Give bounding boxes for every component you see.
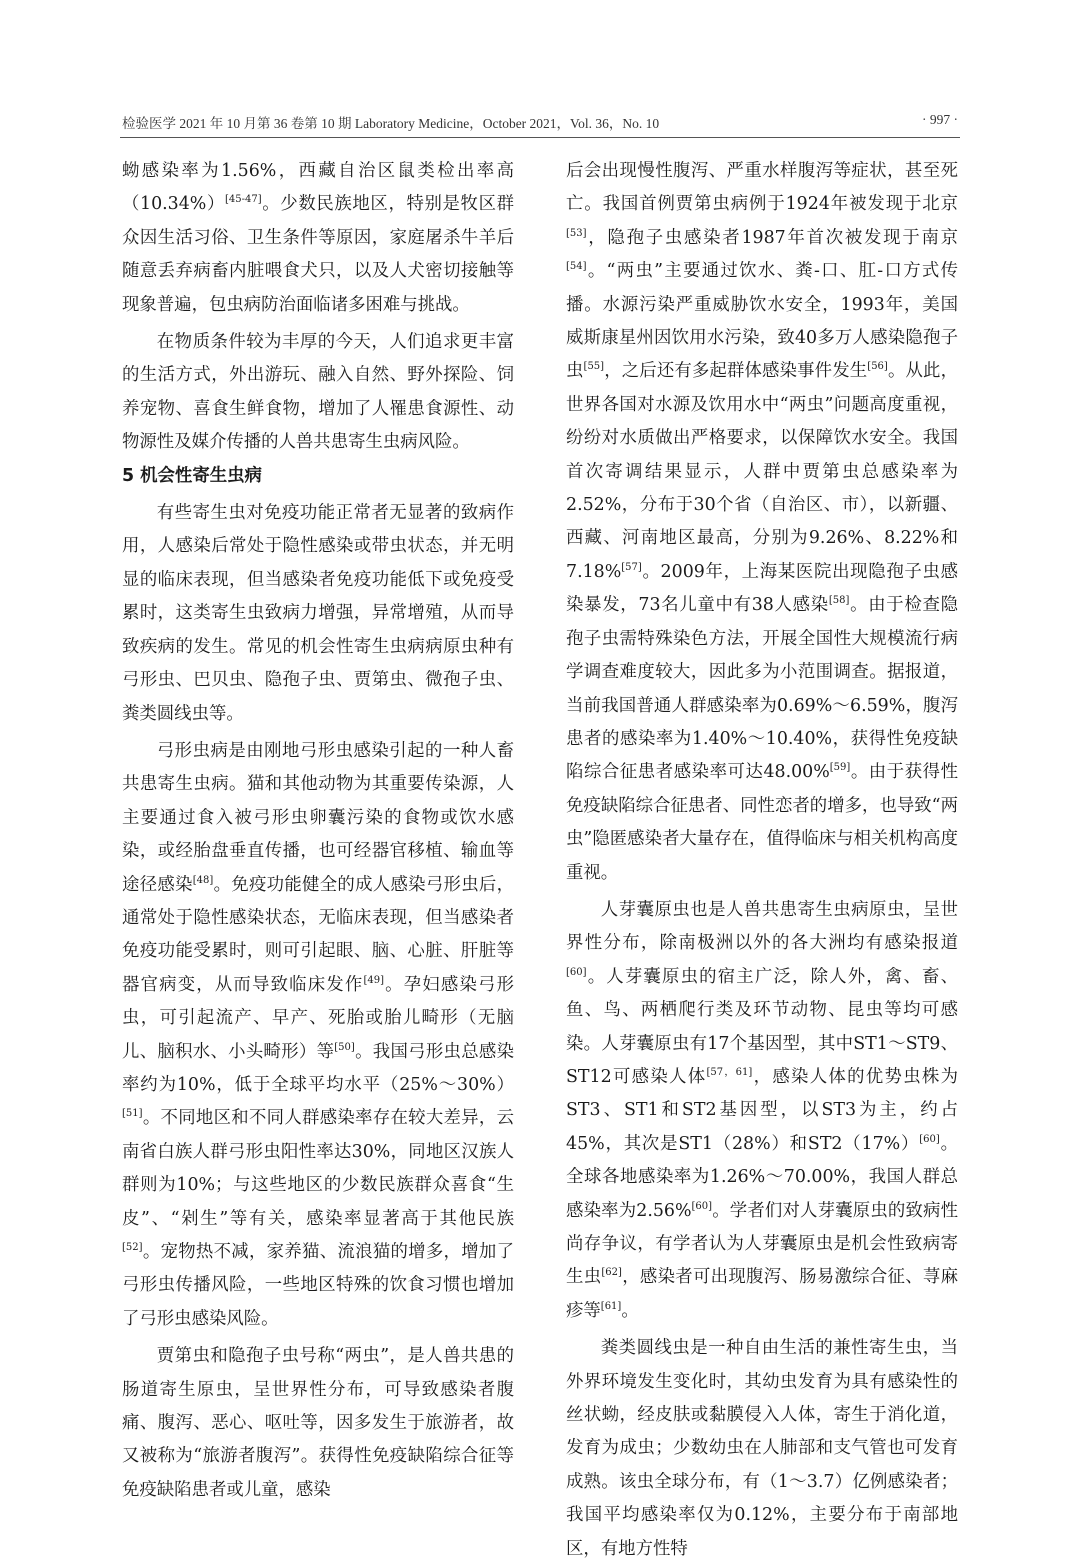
citation-ref: [54] [566,261,587,273]
section-heading: 5 机会性寄生虫病 [122,465,262,486]
paragraph [566,155,958,890]
citation-ref: [51] [122,1108,143,1120]
text-run: 粪类圆线虫是一种自由生活的兼性寄生虫，当外界环境发生变化时，其幼虫发育为具有感染性的丝状蚴，经皮肤或黏膜侵入人体，寄生于消化道，发育为成虫；少数幼虫在人肺部和支气管也可发育成熟。该虫全球分布，有（1～3.7）亿例感染者；我国平均感染率仅为0.12%，主要分布于南部地区，有地方性特 [566,1338,958,1559]
citation-ref: [60] [566,966,587,978]
text-run: 弓形虫病是由刚地弓形虫感染引起的一种人畜共患寄生虫病。猫和其他动物为其重要传染源，人主要通过食入被弓形虫卵囊污染的食物或饮水感染，或经胎盘垂直传播，也可经器官移植、输血等途径感染 [122,740,514,895]
journal-citation: 检验医学 2021 年 10 月第 36 卷第 10 期 Laboratory Medicine，October 2021，Vol. 36，No. 10 [122,116,660,131]
text-run: 在物质条件较为丰厚的今天，人们追求更丰富的生活方式，外出游玩、融入自然、野外探险、饲养宠物、喜食生鲜食物，增加了人罹患食源性、动物源性及媒介传播的人兽共患寄生虫病风险。 [122,332,514,453]
running-header [122,112,958,134]
text-run: 后会出现慢性腹泻、严重水样腹泻等症状，甚至死亡。我国首例贾第虫病例于1924年被发现于北京 [566,161,958,215]
citation-ref: [62] [601,1267,622,1279]
paragraph [122,326,514,460]
citation-ref: [45-47] [225,194,262,206]
page-number: · 997 · [922,112,958,127]
text-run: ，感染者可出现腹泻、肠易激综合征、荨麻疹等 [566,1267,958,1321]
citation-ref: [61] [600,1301,622,1313]
text-run: 。宠物热不减，家养猫、流浪猫的增多，增加了弓形虫传播风险，一些地区特殊的饮食习惯也增加了弓形虫感染风险。 [122,1242,514,1329]
paragraph [122,1340,514,1507]
left-column [122,155,514,1507]
text-run: 。少数民族地区，特别是牧区群众因生活习俗、卫生条件等原因，家庭屠杀牛羊后随意丢弃病畜内脏喂食犬只，以及人犬密切接触等现象普遍，包虫病防治面临诸多困难与挑战。 [122,194,514,315]
text-run: 。由于检查隐孢子虫需特殊染色方法，开展全国性大规模流行病学调查难度较大，因此多为小范围调查。据报道，当前我国普通人群感染率为0.69%～6.59%，腹泻患者的感染率为1.40%～10.40%，获得性免疫缺陷综合征患者感染率可达48.00% [566,595,958,783]
text-run: 。由于获得性免疫缺陷综合征患者、同性恋者的增多，也导致“两虫”隐匿感染者大量存在，值得临床与相关机构高度重视。 [566,762,958,883]
citation-ref: [50] [334,1041,355,1053]
text-run: 。孕妇感染弓形虫，可引起流产、早产、死胎或胎儿畸形（无脑儿、脑积水、小头畸形）等 [122,974,514,1062]
text-run: 。人芽囊原虫的宿主广泛，除人外，禽、畜、鱼、鸟、两栖爬行类及环节动物、昆虫等均可感染。人芽囊原虫有17个基因型，其中ST1～ST9、ST12可感染人体 [566,966,958,1087]
citation-ref: [57] [621,562,642,574]
text-run: 。免疫功能健全的成人感染弓形虫后，通常处于隐性感染状态，无临床表现，但当感染者免疫功能受累时，则可引起眼、脑、心脏、肝脏等器官病变，从而导致临床发作 [122,874,514,995]
text-run: 。从此，世界各国对水源及饮用水中“两虫”问题高度重视，纷纷对水质做出严格要求，以保障饮水安全。我国首次寄调结果显示，人群中贾第虫总感染率为2.52%，分布于30个省（自治区、市），以新疆、西藏、河南地区最高，分别为9.26%、8.22%和7.18% [566,361,958,582]
citation-ref: [56] [867,361,888,373]
citation-ref: [59] [829,762,851,774]
paragraph [122,735,514,1336]
text-run: 。我国弓形虫总感染率约为10%，低于全球平均水平（25%～30%） [122,1041,514,1095]
text-run: ，隐孢子虫感染者1987年首次被发现于南京 [586,227,958,248]
paragraph [122,497,514,731]
text-run: 有些寄生虫对免疫功能正常者无显著的致病作用，人感染后常处于隐性感染或带虫状态，并无明显的临床表现，但当感染者免疫功能低下或免疫受累时，这类寄生虫致病力增强，异常增殖，从而导致疾病的发生。常见的机会性寄生虫病病原虫种有弓形虫、巴贝虫、隐孢子虫、贾第虫、微孢子虫、粪类圆线虫等。 [122,503,514,724]
citation-ref: [52] [122,1242,143,1254]
citation-ref: [60] [919,1133,940,1145]
citation-ref: [49] [363,974,384,986]
text-run: 。学者们对人芽囊原虫的致病性尚存争议，有学者认为人芽囊原虫是机会性致病寄生虫 [566,1200,958,1288]
text-run: 。全球各地感染率为1.26%～70.00%，我国人群总感染率为2.56% [566,1133,958,1221]
citation-ref: [57，61] [706,1067,753,1079]
text-run: 人芽囊原虫也是人兽共患寄生虫病原虫，呈世界性分布，除南极洲以外的各大洲均有感染报道 [566,899,958,954]
text-run: 蚴感染率为1.56%，西藏自治区鼠类检出率高（10.34%） [122,161,514,215]
text-run: ，之后还有多起群体感染事件发生 [604,361,868,382]
text-run: 。2009年，上海某医院出现隐孢子虫感染暴发，73名儿童中有38人感染 [566,561,958,616]
paragraph [122,155,514,322]
citation-ref: [53] [566,228,587,240]
paragraph [566,894,958,1328]
text-run: 贾第虫和隐孢子虫号称“两虫”，是人兽共患的肠道寄生原虫，呈世界性分布，可导致感染者腹痛、腹泻、恶心、呕吐等，因多发生于旅游者，故又被称为“旅游者腹泻”。获得性免疫缺陷综合征等免疫缺陷患者或儿童，感染 [122,1346,514,1500]
right-column [566,155,958,1566]
citation-ref: [48] [192,874,214,886]
text-run: ，感染人体的优势虫株为ST3、ST1和ST2基因型，以ST3为主，约占45%，其次是ST1（28%）和ST2（17%） [566,1066,958,1154]
paragraph [566,1332,958,1566]
citation-ref: [55] [583,361,605,373]
header-divider [120,137,960,138]
text-run: 。不同地区和不同人群感染率存在较大差异，云南省白族人群弓形虫阳性率达30%，同地区汉族人群则为10%；与这些地区的少数民族群众喜食“生皮”、“剁生”等有关，感染率显著高于其他民族 [122,1108,514,1229]
citation-ref: [60] [691,1200,713,1212]
text-run: 。 [621,1300,639,1321]
text-run: 。“两虫”主要通过饮水、粪-口、肛-口方式传播。水源污染严重威胁饮水安全，1993年，美国威斯康星州因饮用水污染，致40多万人感染隐孢子虫 [566,261,958,382]
citation-ref: [58] [828,595,850,607]
